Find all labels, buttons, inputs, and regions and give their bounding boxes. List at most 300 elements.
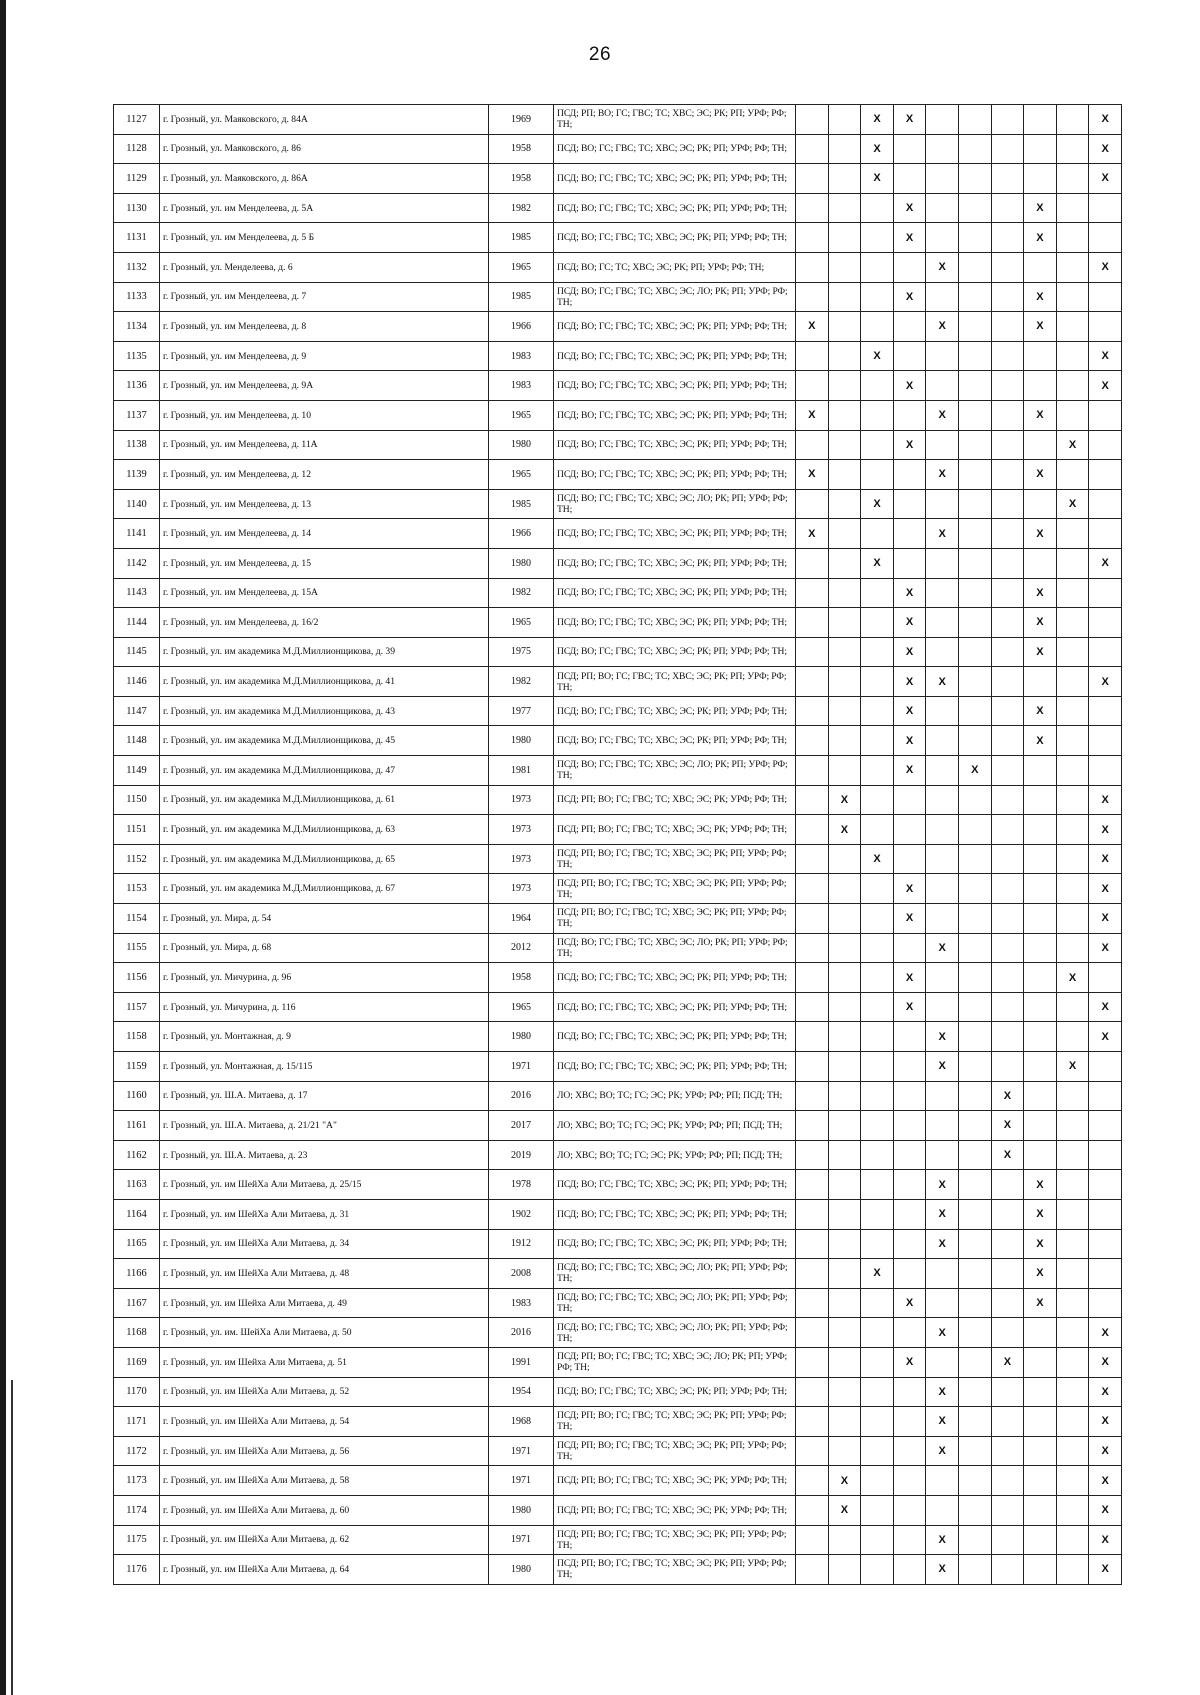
construction-year: 1985 (489, 489, 554, 519)
period-mark-cell: X (893, 430, 926, 460)
period-mark-cell (1089, 756, 1122, 786)
period-mark-cell (861, 963, 894, 993)
period-mark-cell (991, 105, 1024, 135)
period-mark-cell: X (861, 844, 894, 874)
building-address: г. Грозный, ул. им Менделеева, д. 11А (160, 430, 489, 460)
period-mark-cell (828, 608, 861, 638)
works-list: ПСД; ВО; ГС; ГВС; ТС; ХВС; ЭС; ЛО; РК; РП; УРФ; РФ; ТН; (554, 756, 796, 786)
period-mark-cell: X (1089, 1318, 1122, 1348)
period-mark-cell (991, 637, 1024, 667)
construction-year: 1958 (489, 963, 554, 993)
works-list: ПСД; ВО; ГС; ГВС; ТС; ХВС; ЭС; РК; РП; УРФ; РФ; ТН; (554, 164, 796, 194)
period-mark-cell (796, 844, 829, 874)
table-row (114, 282, 1122, 312)
period-mark-cell (1056, 371, 1089, 401)
period-mark-cell (1089, 430, 1122, 460)
row-number: 1134 (114, 312, 160, 342)
period-mark-cell: X (1089, 371, 1122, 401)
period-mark-cell (1056, 1436, 1089, 1466)
works-list: ПСД; РП; ВО; ГС; ГВС; ТС; ХВС; ЭС; РК; РП; УРФ; РФ; ТН; (554, 844, 796, 874)
period-mark-cell (796, 193, 829, 223)
works-list: ПСД; ВО; ГС; ГВС; ТС; ХВС; ЭС; РК; РП; УРФ; РФ; ТН; (554, 1052, 796, 1082)
works-list: ПСД; ВО; ГС; ГВС; ТС; ХВС; ЭС; РК; РП; УРФ; РФ; ТН; (554, 193, 796, 223)
period-mark-cell: X (893, 223, 926, 253)
works-list: ПСД; ВО; ГС; ГВС; ТС; ХВС; ЭС; РК; РП; УРФ; РФ; ТН; (554, 460, 796, 490)
table-row (114, 223, 1122, 253)
period-mark-cell (893, 1022, 926, 1052)
row-number: 1132 (114, 252, 160, 282)
works-list: ПСД; ВО; ГС; ГВС; ТС; ХВС; ЭС; РК; РП; УРФ; РФ; ТН; (554, 578, 796, 608)
period-mark-cell (958, 904, 991, 934)
period-mark-cell (893, 460, 926, 490)
period-mark-cell (958, 608, 991, 638)
row-number: 1164 (114, 1199, 160, 1229)
period-mark-cell (1089, 578, 1122, 608)
period-mark-cell (893, 815, 926, 845)
period-mark-cell (958, 726, 991, 756)
period-mark-cell (893, 1052, 926, 1082)
building-address: г. Грозный, ул. Мичурина, д. 116 (160, 992, 489, 1022)
period-mark-cell (926, 489, 959, 519)
period-mark-cell (796, 815, 829, 845)
period-mark-cell (926, 1259, 959, 1289)
works-list: ПСД; РП; ВО; ГС; ГВС; ТС; ХВС; ЭС; РК; РП; УРФ; РФ; ТН; (554, 1525, 796, 1555)
row-number: 1153 (114, 874, 160, 904)
construction-year: 1983 (489, 1288, 554, 1318)
period-mark-cell (796, 1288, 829, 1318)
period-mark-cell (1089, 1052, 1122, 1082)
period-mark-cell: X (1024, 193, 1057, 223)
row-number: 1174 (114, 1495, 160, 1525)
period-mark-cell (1024, 992, 1057, 1022)
building-address: г. Грозный, ул. Маяковского, д. 86А (160, 164, 489, 194)
period-mark-cell: X (1024, 696, 1057, 726)
period-mark-cell (991, 1022, 1024, 1052)
period-mark-cell: X (1056, 963, 1089, 993)
period-mark-cell (1024, 1407, 1057, 1437)
period-mark-cell (991, 371, 1024, 401)
period-mark-cell (958, 105, 991, 135)
period-mark-cell: X (1089, 105, 1122, 135)
period-mark-cell (958, 371, 991, 401)
period-mark-cell (1056, 756, 1089, 786)
scan-left-edge (0, 0, 6, 1695)
period-mark-cell (1089, 608, 1122, 638)
period-mark-cell (958, 815, 991, 845)
period-mark-cell: X (991, 1140, 1024, 1170)
construction-year: 1965 (489, 460, 554, 490)
row-number: 1128 (114, 134, 160, 164)
row-number: 1143 (114, 578, 160, 608)
period-mark-cell (1089, 223, 1122, 253)
table-row (114, 1377, 1122, 1407)
period-mark-cell (796, 489, 829, 519)
row-number: 1168 (114, 1318, 160, 1348)
period-mark-cell (893, 933, 926, 963)
period-mark-cell (926, 726, 959, 756)
period-mark-cell (958, 844, 991, 874)
building-address: г. Грозный, ул. им Менделеева, д. 5 Б (160, 223, 489, 253)
period-mark-cell (958, 193, 991, 223)
period-mark-cell (796, 667, 829, 697)
period-mark-cell (796, 637, 829, 667)
table-row (114, 460, 1122, 490)
works-list: ПСД; ВО; ГС; ГВС; ТС; ХВС; ЭС; РК; РП; УРФ; РФ; ТН; (554, 608, 796, 638)
row-number: 1172 (114, 1436, 160, 1466)
construction-year: 1912 (489, 1229, 554, 1259)
row-number: 1138 (114, 430, 160, 460)
construction-year: 1978 (489, 1170, 554, 1200)
period-mark-cell (1056, 252, 1089, 282)
period-mark-cell: X (926, 1022, 959, 1052)
period-mark-cell: X (893, 637, 926, 667)
period-mark-cell (828, 578, 861, 608)
row-number: 1166 (114, 1259, 160, 1289)
construction-year: 1982 (489, 667, 554, 697)
period-mark-cell (926, 105, 959, 135)
table-row (114, 1259, 1122, 1289)
period-mark-cell (926, 1140, 959, 1170)
period-mark-cell: X (893, 667, 926, 697)
construction-year: 1954 (489, 1377, 554, 1407)
period-mark-cell (958, 400, 991, 430)
period-mark-cell (1056, 1555, 1089, 1585)
period-mark-cell (958, 1377, 991, 1407)
period-mark-cell: X (1024, 400, 1057, 430)
building-address: г. Грозный, ул. им академика М.Д.Миллионщикова, д. 63 (160, 815, 489, 845)
period-mark-cell (991, 963, 1024, 993)
period-mark-cell: X (861, 341, 894, 371)
period-mark-cell (1056, 460, 1089, 490)
construction-year: 1969 (489, 105, 554, 135)
period-mark-cell (1089, 696, 1122, 726)
period-mark-cell (796, 371, 829, 401)
building-address: г. Грозный, ул. Маяковского, д. 84А (160, 105, 489, 135)
period-mark-cell (958, 1140, 991, 1170)
building-address: г. Грозный, ул. им ШейХа Али Митаева, д. 31 (160, 1199, 489, 1229)
construction-year: 1981 (489, 756, 554, 786)
period-mark-cell (828, 548, 861, 578)
period-mark-cell (893, 1525, 926, 1555)
period-mark-cell: X (893, 1347, 926, 1377)
period-mark-cell (926, 193, 959, 223)
period-mark-cell (958, 548, 991, 578)
period-mark-cell (1056, 164, 1089, 194)
period-mark-cell (893, 1199, 926, 1229)
period-mark-cell: X (1024, 519, 1057, 549)
period-mark-cell (893, 312, 926, 342)
period-mark-cell (828, 282, 861, 312)
period-mark-cell (958, 1022, 991, 1052)
period-mark-cell (991, 548, 1024, 578)
construction-year: 1985 (489, 282, 554, 312)
period-mark-cell (926, 1081, 959, 1111)
period-mark-cell (861, 1199, 894, 1229)
period-mark-cell: X (926, 1555, 959, 1585)
period-mark-cell (958, 223, 991, 253)
construction-year: 1958 (489, 164, 554, 194)
table-row (114, 608, 1122, 638)
period-mark-cell (958, 1288, 991, 1318)
building-address: г. Грозный, ул. им Шейха Али Митаева, д. 49 (160, 1288, 489, 1318)
period-mark-cell (1024, 1495, 1057, 1525)
period-mark-cell: X (1089, 1022, 1122, 1052)
period-mark-cell (1056, 578, 1089, 608)
works-list: ПСД; ВО; ГС; ГВС; ТС; ХВС; ЭС; РК; РП; УРФ; РФ; ТН; (554, 1170, 796, 1200)
period-mark-cell (796, 756, 829, 786)
row-number: 1162 (114, 1140, 160, 1170)
construction-year: 1975 (489, 637, 554, 667)
period-mark-cell (796, 105, 829, 135)
period-mark-cell (828, 756, 861, 786)
period-mark-cell (958, 519, 991, 549)
works-list: ПСД; РП; ВО; ГС; ГВС; ТС; ХВС; ЭС; РК; РП; УРФ; РФ; ТН; (554, 904, 796, 934)
table-row (114, 489, 1122, 519)
period-mark-cell (1056, 1495, 1089, 1525)
period-mark-cell: X (1056, 430, 1089, 460)
period-mark-cell: X (861, 548, 894, 578)
row-number: 1148 (114, 726, 160, 756)
construction-year: 1971 (489, 1052, 554, 1082)
period-mark-cell (926, 963, 959, 993)
period-mark-cell (1056, 1288, 1089, 1318)
period-mark-cell (991, 1407, 1024, 1437)
housing-registry-table (113, 104, 1122, 1585)
period-mark-cell (958, 637, 991, 667)
period-mark-cell (828, 1111, 861, 1141)
period-mark-cell (1024, 1052, 1057, 1082)
period-mark-cell (1056, 637, 1089, 667)
period-mark-cell (828, 696, 861, 726)
table-row (114, 1229, 1122, 1259)
period-mark-cell (926, 578, 959, 608)
row-number: 1147 (114, 696, 160, 726)
construction-year: 1966 (489, 519, 554, 549)
period-mark-cell (861, 1347, 894, 1377)
period-mark-cell (958, 134, 991, 164)
period-mark-cell (1024, 874, 1057, 904)
period-mark-cell: X (1089, 667, 1122, 697)
period-mark-cell: X (1089, 341, 1122, 371)
building-address: г. Грозный, ул. Ш.А. Митаева, д. 23 (160, 1140, 489, 1170)
period-mark-cell (1024, 904, 1057, 934)
table-row (114, 1555, 1122, 1585)
works-list: ПСД; ВО; ГС; ГВС; ТС; ХВС; ЭС; РК; РП; УРФ; РФ; ТН; (554, 1199, 796, 1229)
table-row (114, 252, 1122, 282)
table-row (114, 1347, 1122, 1377)
period-mark-cell (926, 1347, 959, 1377)
period-mark-cell (796, 1229, 829, 1259)
period-mark-cell (991, 815, 1024, 845)
period-mark-cell (861, 992, 894, 1022)
works-list: ПСД; ВО; ГС; ТС; ХВС; ЭС; РК; РП; УРФ; РФ; ТН; (554, 252, 796, 282)
period-mark-cell (893, 134, 926, 164)
period-mark-cell: X (926, 519, 959, 549)
construction-year: 1965 (489, 252, 554, 282)
table-row (114, 1081, 1122, 1111)
period-mark-cell: X (893, 874, 926, 904)
row-number: 1176 (114, 1555, 160, 1585)
period-mark-cell (926, 223, 959, 253)
period-mark-cell (1089, 637, 1122, 667)
period-mark-cell: X (1024, 578, 1057, 608)
row-number: 1145 (114, 637, 160, 667)
row-number: 1170 (114, 1377, 160, 1407)
table-row (114, 430, 1122, 460)
period-mark-cell (861, 1466, 894, 1496)
table-row (114, 933, 1122, 963)
period-mark-cell (1024, 1022, 1057, 1052)
building-address: г. Грозный, ул. им академика М.Д.Миллионщикова, д. 41 (160, 667, 489, 697)
table-row (114, 105, 1122, 135)
period-mark-cell (893, 1111, 926, 1141)
construction-year: 1980 (489, 726, 554, 756)
period-mark-cell (796, 1081, 829, 1111)
period-mark-cell (1056, 1229, 1089, 1259)
period-mark-cell (1089, 282, 1122, 312)
table-row (114, 1318, 1122, 1348)
row-number: 1146 (114, 667, 160, 697)
table-row (114, 844, 1122, 874)
building-address: г. Грозный, ул. им ШейХа Али Митаева, д. 62 (160, 1525, 489, 1555)
period-mark-cell (796, 785, 829, 815)
period-mark-cell (926, 904, 959, 934)
period-mark-cell (1056, 992, 1089, 1022)
period-mark-cell: X (861, 105, 894, 135)
period-mark-cell: X (828, 1495, 861, 1525)
period-mark-cell (1024, 815, 1057, 845)
table-row (114, 1111, 1122, 1141)
building-address: г. Грозный, ул. им. ШейХа Али Митаева, д. 50 (160, 1318, 489, 1348)
period-mark-cell (861, 756, 894, 786)
period-mark-cell (991, 134, 1024, 164)
row-number: 1159 (114, 1052, 160, 1082)
building-address: г. Грозный, ул. им ШейХа Али Митаева, д. 48 (160, 1259, 489, 1289)
building-address: г. Грозный, ул. Менделеева, д. 6 (160, 252, 489, 282)
period-mark-cell (893, 519, 926, 549)
period-mark-cell (1056, 1140, 1089, 1170)
construction-year: 1968 (489, 1407, 554, 1437)
construction-year: 1964 (489, 904, 554, 934)
period-mark-cell (828, 400, 861, 430)
period-mark-cell (958, 1555, 991, 1585)
period-mark-cell (958, 430, 991, 460)
period-mark-cell: X (893, 726, 926, 756)
period-mark-cell (861, 608, 894, 638)
period-mark-cell (828, 430, 861, 460)
period-mark-cell (861, 252, 894, 282)
period-mark-cell (828, 1081, 861, 1111)
construction-year: 1958 (489, 134, 554, 164)
period-mark-cell (828, 1259, 861, 1289)
period-mark-cell (958, 1170, 991, 1200)
period-mark-cell (958, 1229, 991, 1259)
period-mark-cell (958, 667, 991, 697)
period-mark-cell (796, 726, 829, 756)
period-mark-cell: X (1089, 1555, 1122, 1585)
period-mark-cell (861, 1081, 894, 1111)
period-mark-cell (893, 1229, 926, 1259)
period-mark-cell (1024, 164, 1057, 194)
period-mark-cell (861, 371, 894, 401)
building-address: г. Грозный, ул. Монтажная, д. 9 (160, 1022, 489, 1052)
period-mark-cell (991, 844, 1024, 874)
period-mark-cell (1056, 223, 1089, 253)
period-mark-cell (1056, 312, 1089, 342)
period-mark-cell (796, 1436, 829, 1466)
building-address: г. Грозный, ул. Мира, д. 68 (160, 933, 489, 963)
period-mark-cell (926, 696, 959, 726)
period-mark-cell (958, 341, 991, 371)
period-mark-cell (893, 1377, 926, 1407)
period-mark-cell (991, 726, 1024, 756)
period-mark-cell: X (1024, 1229, 1057, 1259)
period-mark-cell (926, 430, 959, 460)
period-mark-cell: X (1024, 312, 1057, 342)
period-mark-cell (926, 815, 959, 845)
scan-left-edge-mark (11, 1380, 13, 1695)
row-number: 1163 (114, 1170, 160, 1200)
building-address: г. Грозный, ул. Мира, д. 54 (160, 904, 489, 934)
period-mark-cell: X (893, 963, 926, 993)
table-row (114, 1436, 1122, 1466)
period-mark-cell (828, 874, 861, 904)
period-mark-cell (991, 460, 1024, 490)
building-address: г. Грозный, ул. им ШейХа Али Митаева, д. 52 (160, 1377, 489, 1407)
works-list: ПСД; РП; ВО; ГС; ГВС; ТС; ХВС; ЭС; РК; УРФ; РФ; ТН; (554, 1466, 796, 1496)
period-mark-cell (828, 134, 861, 164)
period-mark-cell (1056, 1170, 1089, 1200)
row-number: 1139 (114, 460, 160, 490)
period-mark-cell (1089, 726, 1122, 756)
period-mark-cell: X (893, 578, 926, 608)
period-mark-cell (893, 1081, 926, 1111)
period-mark-cell (926, 608, 959, 638)
period-mark-cell: X (1089, 1466, 1122, 1496)
period-mark-cell (828, 1140, 861, 1170)
period-mark-cell: X (926, 1377, 959, 1407)
period-mark-cell: X (893, 105, 926, 135)
period-mark-cell (893, 1466, 926, 1496)
row-number: 1149 (114, 756, 160, 786)
row-number: 1155 (114, 933, 160, 963)
period-mark-cell: X (1089, 1495, 1122, 1525)
period-mark-cell (1024, 963, 1057, 993)
row-number: 1133 (114, 282, 160, 312)
period-mark-cell (828, 667, 861, 697)
construction-year: 1966 (489, 312, 554, 342)
period-mark-cell (1056, 696, 1089, 726)
works-list: ПСД; ВО; ГС; ГВС; ТС; ХВС; ЭС; РК; РП; УРФ; РФ; ТН; (554, 1229, 796, 1259)
period-mark-cell (828, 1555, 861, 1585)
building-address: г. Грозный, ул. им ШейХа Али Митаева, д. 54 (160, 1407, 489, 1437)
period-mark-cell (1089, 1259, 1122, 1289)
building-address: г. Грозный, ул. им Менделеева, д. 9А (160, 371, 489, 401)
table-row (114, 815, 1122, 845)
period-mark-cell: X (893, 904, 926, 934)
building-address: г. Грозный, ул. им академика М.Д.Миллионщикова, д. 65 (160, 844, 489, 874)
period-mark-cell (893, 341, 926, 371)
period-mark-cell (828, 460, 861, 490)
period-mark-cell (958, 1436, 991, 1466)
building-address: г. Грозный, ул. им ШейХа Али Митаева, д. 56 (160, 1436, 489, 1466)
period-mark-cell (991, 489, 1024, 519)
period-mark-cell (861, 815, 894, 845)
table-row (114, 134, 1122, 164)
period-mark-cell (828, 637, 861, 667)
period-mark-cell: X (893, 756, 926, 786)
period-mark-cell (1056, 726, 1089, 756)
